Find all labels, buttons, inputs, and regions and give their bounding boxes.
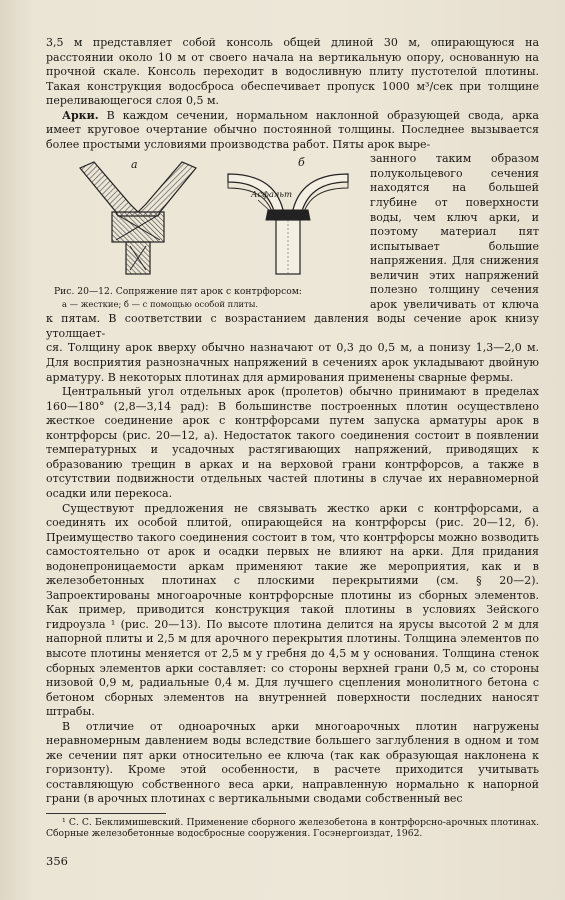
asphalt-leader-line (258, 200, 270, 211)
footnote: ¹ С. С. Беклимишевский. Применение сборного железобетона в контрфорсно-арочных плотинах. Сборные железобетонные водосбросные сооружения. Госэнергоиздат, 1962. (46, 816, 539, 840)
paragraph-central-angle: Центральный угол отдельных арок (пролетов) обычно принимают в пределах 160—180° (2,8—3,14 рад): В большинстве построенных плотин осуществлено жесткое соединение арок с контрфорсами путем запуска арматуры арок в контрфорсы (рис. 20—12, а). Недостаток такого соединения состоит в появлении температурных и усадочных растягивающих напряжений, приводящих к образованию трещин в арках и на верховой грани контрфорсов, а также в отсутствии подвижности отдельных частей плотины в случае их неравномерной осадки или перекоса. (46, 385, 539, 500)
figure-caption-main: Рис. 20—12. Сопряжение пят арок с контрфорсом: (54, 286, 302, 298)
paragraph-arches-thickness: ся. Толщину арок вверху обычно назначают от 0,3 до 0,5 м, а понизу 1,3—2,0 м. Для восприятия разнозначных напряжений в сечениях арок укладывают двойную арматуру. В некоторых плотинах для армирования применены сварные фермы. (46, 341, 539, 384)
paragraph-arches-intro (46, 109, 539, 153)
paragraph-multiarch-loading: В отличие от одноарочных арки многоарочных плотин нагружены неравномерным давлением воды вследствие большего заглубления в одном и том же сечении пят арки относительно ее ключа (так как образующая наклонена к горизонту). Кроме этой особенности, в расчете приходится учитывать составляющую собственного веса арки, направленную нормально к напорной грани (в арочных плотинах с вертикальными сводами собственный вес (46, 719, 539, 806)
paragraph-proposals: Существуют предложения не связывать жестко арки с контрфорсами, а соединять их особой плитой, опирающейся на контрфорсы (рис. 20—12, б). Преимущество такого соединения состоит в том, что контрфорсы можно возводить самостоятельно от арок и осадки первых не влияют на арки. Для придания водонепроницаемости аркам применяют такие же мероприятия, как и в железобетонных плотинах с плоскими перекрытиями (см. § 20—2). Запроектированы многоарочные контрфорсные плотины из сборных элементов. Как пример, приводится конструкция такой плотины в условиях Зейского гидроузла ¹ (рис. 20—13). По высоте плотина делится на ярусы высотой 2 м для напорной плиты и 2,5 м для арочного перекрытия плотины. Толщина элементов по высоте плотины меняется от 2,5 м у гребня до 4,5 м у основания. Толщина стенок сборных элементов арки составляет: со стороны верхней грани 0,5 м, со стороны низовой 0,9 м, радиальные 0,4 м. Для лучшего сцепления монолитного бетона с бетоном сборных элементов на внутренней поверхности последних наносят штрабы. (46, 501, 539, 719)
variant-b-slab-joint (228, 174, 348, 274)
arches-intro-text: В каждом сечении, нормальном наклонной образующей свода, арка имеет круговое очертание обычно постоянной толщины. Последнее вызывается более простыми условиями производства работ. Пяты арок выре- (46, 108, 539, 151)
label-b: б (298, 156, 305, 170)
paragraph-spillway: 3,5 м представляет собой консоль общей длиной 30 м, опирающуюся на расстоянии около 10 м от своего начала на вертикальную опору, основанную на прочной скале. Консоль переходит в водосливную плиту пустотелой плотины. Такая конструкция водосброса обеспечивает пропуск 1000 м³/сек при толщине переливающегося слоя 0,5 м. (46, 36, 539, 108)
figure-caption-legend: а — жесткие; б — с помощью особой плиты. (62, 299, 259, 310)
page-number: 356 (46, 854, 68, 868)
paragraph-arches-wrap: занного таким образом полукольцевого сечения находятся на большей глубине от поверхности воды, чем ключ арки, и поэтому материал пят испытывает большие напряжения. Для снижения величин этих напряжений полезно толщину сечения арок увеличивать от ключа к пятам. В соответствии с возрастанием давления воды сечение арок книзу утолщает- (46, 152, 539, 340)
figure-20-12 (46, 154, 364, 310)
arch-abutment-diagram (46, 154, 364, 276)
label-asphalt: Асфальт (251, 190, 293, 201)
figure-caption (46, 286, 364, 310)
label-a: а (131, 158, 138, 172)
footnote-separator (46, 813, 166, 814)
variant-a-rigid-joint (80, 162, 196, 274)
section-heading-arches: Арки. (62, 108, 99, 122)
